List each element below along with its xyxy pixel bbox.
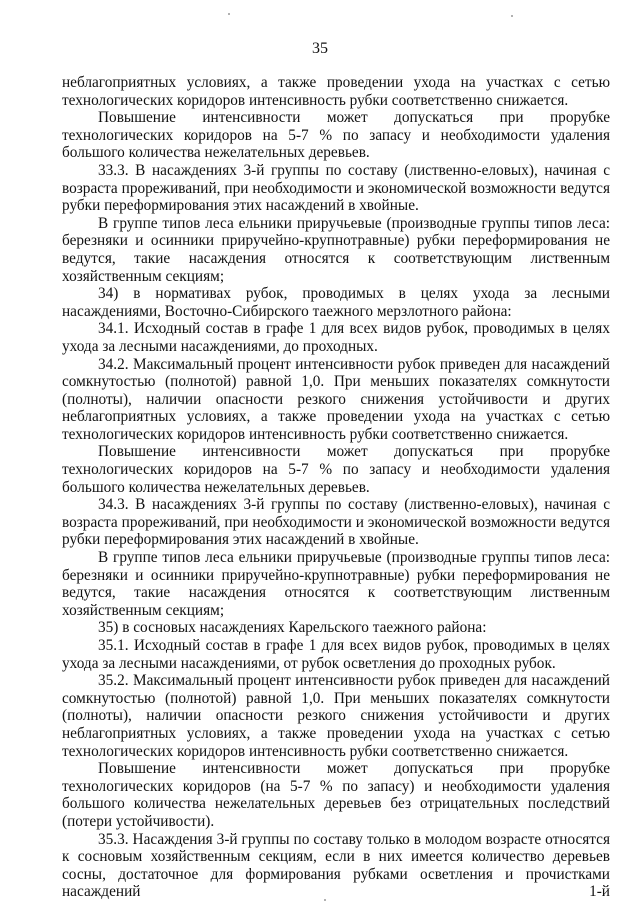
- paragraph: В группе типов леса ельники приручьевые (производные группы типов леса: березняки и осинники приручейно-крупнотравные) рубки переформирования не ведутся, такие насаждения относятся к соответствующим лиственным хозяйственным секциям;: [62, 214, 610, 285]
- paragraph: В группе типов леса ельники приручьевые (производные группы типов леса: березняки и осинники приручейно-крупнотравные) рубки переформирования не ведутся, такие насаждения относятся к соответствующим лиственным хозяйственным секциям;: [62, 549, 610, 619]
- document-body: [62, 74, 610, 901]
- paragraph: 34) в нормативах рубок, проводимых в целях ухода за лесными насаждениями, Восточно-Сибирского таежного мерзлотного района:: [62, 285, 610, 320]
- page-number: 35: [312, 40, 328, 57]
- paragraph: 34.2. Максимальный процент интенсивности рубок приведен для насаждений сомкнутостью (полнотой) равной 1,0. При меньших показателях сомкнутости (полноты), наличии опасности резкого снижения устойчивости и других неблагоприятных условиях, а также проведении ухода на участках с сетью технологических коридоров интенсивность рубки соответственно снижается.: [62, 355, 610, 443]
- paragraph: 35.1. Исходный состав в графе 1 для всех видов рубок, проводимых в целях ухода за лесными насаждениями, от рубок осветления до проходных рубок.: [62, 637, 610, 672]
- paragraph: неблагоприятных условиях, а также проведении ухода на участках с сетью технологических коридоров интенсивность рубки соответственно снижается.: [62, 74, 610, 109]
- paragraph: 35) в сосновых насаждениях Карельского таежного района:: [98, 619, 487, 637]
- paragraph: 34.3. В насаждениях 3-й группы по составу (лиственно-еловых), начиная с возраста прореживаний, при необходимости и экономической возможности ведутся рубки переформирования этих насаждений в хвойные.: [62, 496, 610, 549]
- paragraph: 34.1. Исходный состав в графе 1 для всех видов рубок, проводимых в целях ухода за лесными насаждениями, до проходных.: [62, 320, 610, 355]
- paragraph: 35.3. Насаждения 3-й группы по составу только в молодом возрасте относятся к сосновым хозяйственным секциям, если в них имеется количество деревьев сосны, достаточное для формирования рубками осветления и прочистками насаждений 1-й: [62, 830, 610, 901]
- paragraph: Повышение интенсивности может допускаться при прорубке технологических коридоров (на 5-7 % по запасу) и необходимости удаления большого количества нежелательных деревьев без отрицательных последствий (потери устойчивости).: [62, 760, 610, 830]
- paragraph: Повышение интенсивности может допускаться при прорубке технологических коридоров на 5-7 % по запасу и необходимости удаления большого количества нежелательных деревьев.: [62, 443, 610, 496]
- paragraph: Повышение интенсивности может допускаться при прорубке технологических коридоров на 5-7 % по запасу и необходимости удаления большого количества нежелательных деревьев.: [62, 109, 610, 162]
- paragraph: 33.3. В насаждениях 3-й группы по составу (лиственно-еловых), начиная с возраста прореживаний, при необходимости и экономической возможности ведутся рубки переформирования этих насаждений в хвойные.: [62, 161, 610, 215]
- paragraph: 35.2. Максимальный процент интенсивности рубок приведен для насаждений сомкнутостью (полнотой) равной 1,0. При меньших показателях сомкнутости (полноты), наличии опасности резкого снижения устойчивости и других неблагоприятных условиях, а также проведении ухода на участках с сетью технологических коридоров интенсивность рубки соответственно снижается.: [62, 672, 610, 760]
